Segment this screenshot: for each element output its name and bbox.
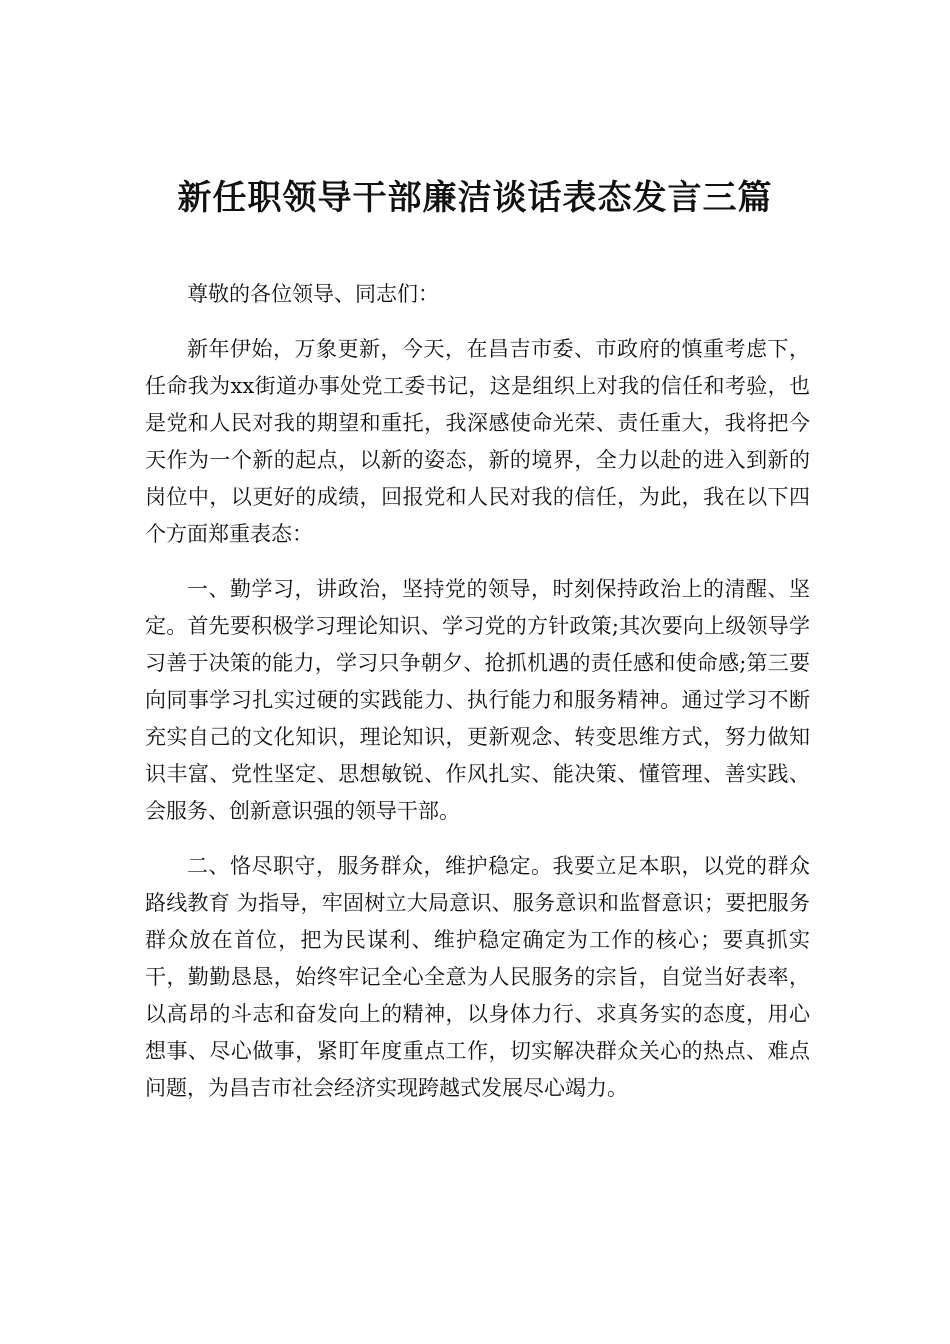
document-title: 新任职领导干部廉洁谈话表态发言三篇 <box>177 178 773 218</box>
paragraph-point-one: 一、勤学习，讲政治，坚持党的领导，时刻保持政治上的清醒、坚定。首先要积极学习理论知识、学习党的方针政策;其次要向上级领导学习善于决策的能力，学习只争朝夕、抢抓机遇的责任感和使命感;第三要向同事学习扎实过硬的实践能力、执行能力和服务精神。通过学习不断充实自己的文化知识，理论知识，更新观念、转变思维方式，努力做知识丰富、党性坚定、思想敏锐、作风扎实、能决策、懂管理、善实践、会服务、创新意识强的领导干部。 <box>145 577 810 823</box>
paragraph-intro: 新年伊始，万象更新，今天，在昌吉市委、市政府的慎重考虑下，任命我为xx街道办事处党工委书记，这是组织上对我的信任和考验，也是党和人民对我的期望和重托，我深感使命光荣、责任重大，我将把今天作为一个新的起点，以新的姿态，新的境界，全力以赴的进入到新的岗位中，以更好的成绩，回报党和人民对我的信任，为此，我在以下四个方面郑重表态： <box>145 337 810 546</box>
document-body <box>145 276 810 1125</box>
salutation: 尊敬的各位领导、同志们： <box>187 282 439 306</box>
paragraph-point-two: 二、恪尽职守，服务群众，维护稳定。我要立足本职，以党的群众路线教育 为指导，牢固树立大局意识、服务意识和监督意识；要把服务群众放在首位，把为民谋利、维护稳定确定为工作的核心；要真抓实干，勤勤恳恳，始终牢记全心全意为人民服务的宗旨，自觉当好表率，以高昂的斗志和奋发向上的精神，以身体力行、求真务实的态度，用心想事、尽心做事，紧盯年度重点工作，切实解决群众关心的热点、难点问题，为昌吉市社会经济实现跨越式发展尽心竭力。 <box>145 854 810 1100</box>
